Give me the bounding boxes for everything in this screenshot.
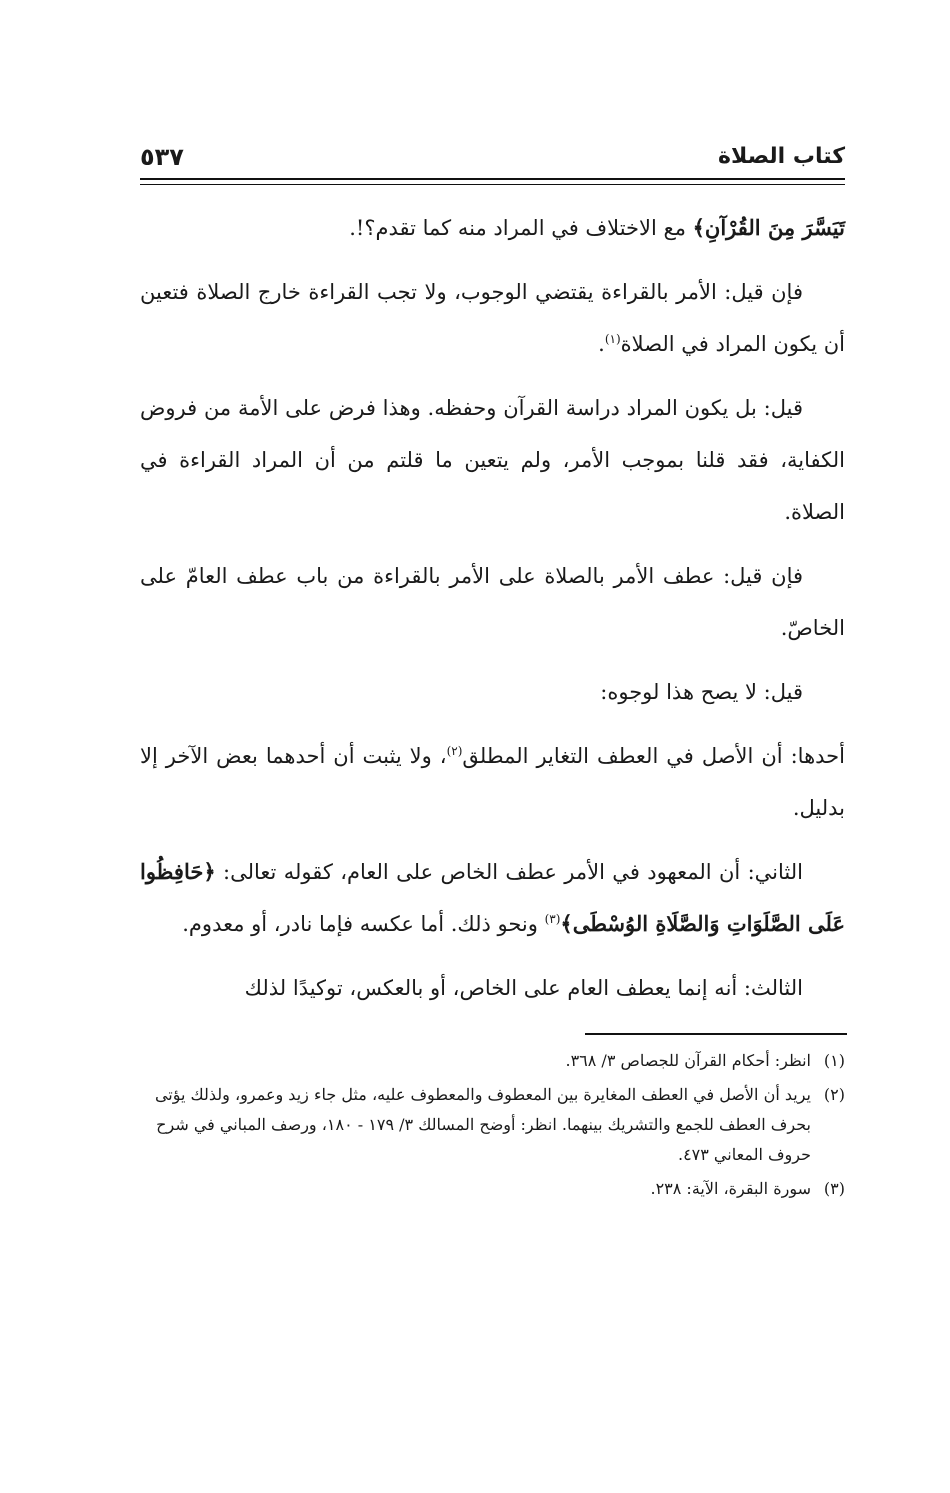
paragraph-1: تَيَسَّرَ مِنَ القُرْآنِ﴾ مع الاختلاف في المراد منه كما تقدم؟!. (349, 215, 845, 240)
footnote-2 (140, 1080, 845, 1170)
footnote-text: يريد أن الأصل في العطف المغايرة بين المعطوف والمعطوف عليه، مثل جاء زيد وعمرو، ولذلك يؤتى بحرف العطف للجمع والتشريك بينهما. انظر: أوضح المسالك ٣/ ١٧٩ - ١٨٠، ورصف المباني في شرح حروف المعاني ٤٧٣. (154, 1085, 811, 1164)
paragraph-5: قيل: لا يصح هذا لوجوه: (600, 680, 803, 704)
paragraph-4: فإن قيل: عطف الأمر بالصلاة على الأمر بالقراءة من باب عطف العامّ على الخاصّ. (140, 564, 845, 640)
paragraph-8: الثالث: أنه إنما يعطف العام على الخاص، أو بالعكس، توكيدًا لذلك (244, 976, 803, 1000)
footnote-3 (140, 1174, 845, 1204)
footnote-ref: (٢) (446, 744, 463, 758)
footnote-number: (٣) (823, 1179, 845, 1198)
running-header (140, 142, 845, 182)
footnote-rule (585, 1033, 847, 1035)
main-text (140, 202, 845, 1026)
page-number: ٥٣٧ (140, 143, 184, 171)
footnote-ref: (٣) (544, 912, 561, 926)
footnote-1 (140, 1046, 845, 1076)
footnote-number: (٢) (823, 1085, 845, 1104)
quran-quote: تَيَسَّرَ مِنَ القُرْآنِ﴾ (692, 215, 845, 240)
paragraph-7: الثاني: أن المعهود في الأمر عطف الخاص على العام، كقوله تعالى: ﴿حَافِظُوا عَلَى الصَّلَوَاتِ وَالصَّلَاةِ الوُسْطَى﴾$^{(٣)}$ ونحو ذلك. أما عكسه فإما نادر، أو معدوم. (140, 859, 845, 936)
header-rule (140, 178, 845, 185)
footnote-ref: (١) (604, 332, 621, 346)
footnotes (140, 1046, 845, 1208)
paragraph-3: قيل: بل يكون المراد دراسة القرآن وحفظه. وهذا فرض على الأمة من فروض الكفاية، فقد قلنا بموجب الأمر، ولم يتعين ما قلتم من أن المراد القراءة في الصلاة. (140, 396, 845, 524)
quran-quote: ﴿حَافِظُوا عَلَى الصَّلَوَاتِ وَالصَّلَاةِ الوُسْطَى﴾ (140, 859, 845, 936)
paragraph-6: أحدها: أن الأصل في العطف التغاير المطلق$^{(٢)}$، ولا يثبت أن أحدهما بعض الآخر إلا بدليل. (140, 744, 845, 820)
footnote-number: (١) (823, 1051, 845, 1070)
chapter-title: كتاب الصلاة (718, 144, 845, 169)
footnote-text: انظر: أحكام القرآن للجصاص ٣/ ٣٦٨. (565, 1051, 811, 1070)
paragraph-2: فإن قيل: الأمر بالقراءة يقتضي الوجوب، ولا تجب القراءة خارج الصلاة فتعين أن يكون المراد في الصلاة$^{(١)}$. (140, 280, 845, 356)
footnote-text: سورة البقرة، الآية: ٢٣٨. (650, 1179, 811, 1198)
